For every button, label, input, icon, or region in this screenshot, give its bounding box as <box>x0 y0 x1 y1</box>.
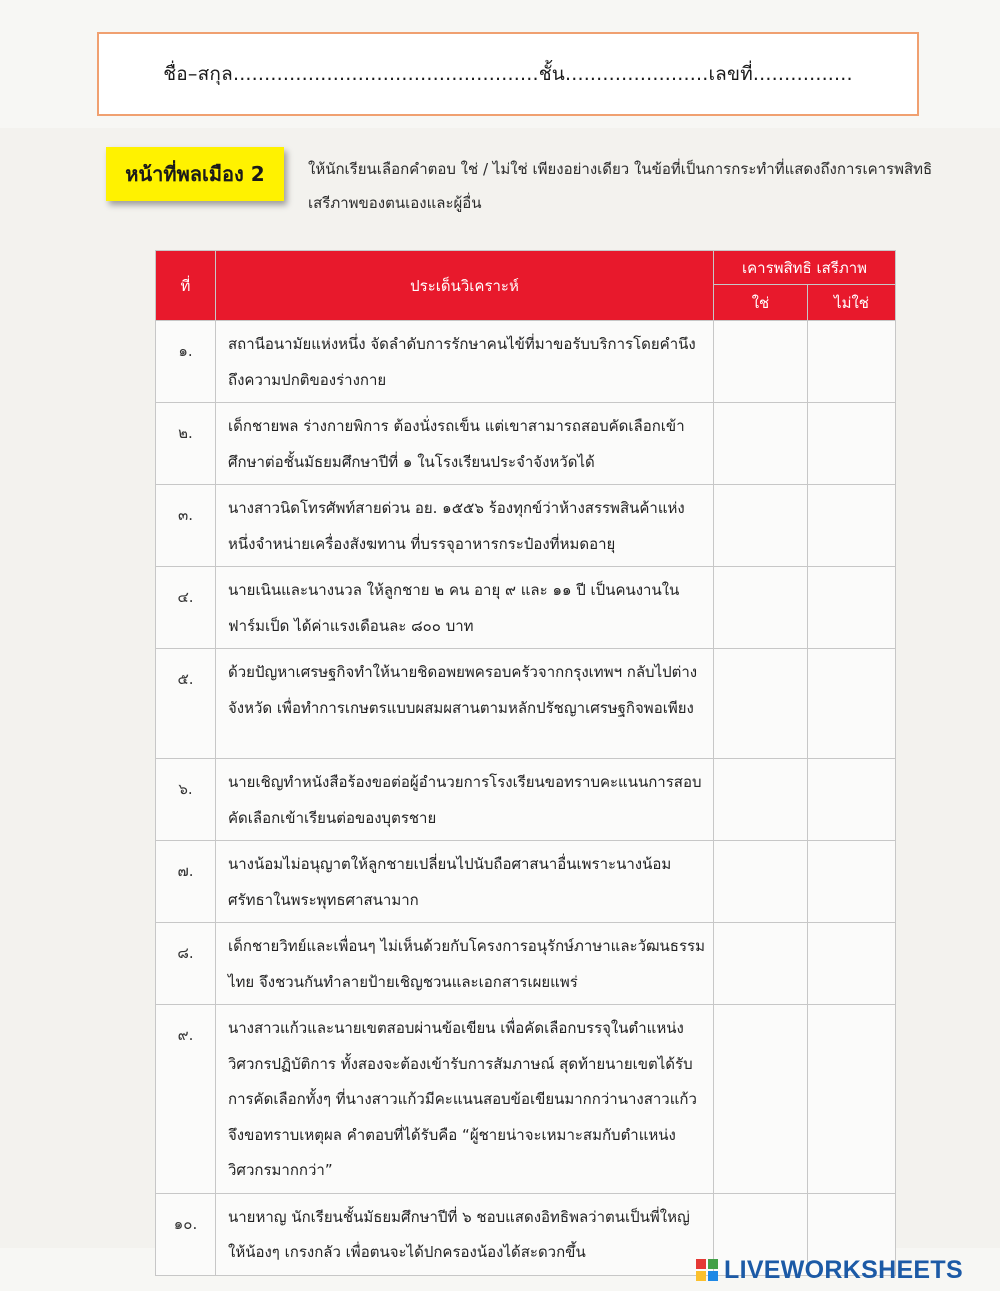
table-row <box>156 321 896 403</box>
worksheet-title: หน้าที่พลเมือง 2 <box>106 147 284 201</box>
answer-yes-cell[interactable] <box>714 403 808 485</box>
liveworksheets-logo-text: LIVEWORKSHEETS <box>724 1255 963 1284</box>
answer-no-cell[interactable] <box>808 567 896 649</box>
student-info-line: ชื่อ–สกุล.................................................ชั้น.......................เลขที่................ <box>163 63 853 85</box>
answer-no-cell[interactable] <box>808 403 896 485</box>
row-issue-text: นายเชิญทำหนังสือร้องขอต่อผู้อำนวยการโรงเรียนขอทราบคะแนนการสอบคัดเลือกเข้าเรียนต่อของบุตรชาย <box>216 759 714 841</box>
answer-yes-cell[interactable] <box>714 567 808 649</box>
answer-yes-cell[interactable] <box>714 485 808 567</box>
header-number: ที่ <box>156 251 216 321</box>
row-issue-text: ด้วยปัญหาเศรษฐกิจทำให้นายชิดอพยพครอบครัวจากกรุงเทพฯ กลับไปต่างจังหวัด เพื่อทำการเกษตรแบบผสมผสานตามหลักปรัชญาเศรษฐกิจพอเพียง <box>216 649 714 759</box>
table-body <box>156 321 896 1276</box>
table-row <box>156 923 896 1005</box>
row-number: ๑๐. <box>156 1193 216 1275</box>
student-info-box <box>97 32 919 116</box>
instructions-text: ให้นักเรียนเลือกคำตอบ ใช่ / ไม่ใช่ เพียงอย่างเดียว ในข้อที่เป็นการกระทำที่แสดงถึงการเคารพสิทธิเสรีภาพของตนเองและผู้อื่น <box>308 160 933 212</box>
answer-no-cell[interactable] <box>808 759 896 841</box>
answer-no-cell[interactable] <box>808 1005 896 1194</box>
table-row <box>156 841 896 923</box>
liveworksheets-logo-icon <box>696 1259 718 1281</box>
row-number: ๔. <box>156 567 216 649</box>
row-number: ๖. <box>156 759 216 841</box>
row-issue-text: เด็กชายวิทย์และเพื่อนๆ ไม่เห็นด้วยกับโครงการอนุรักษ์ภาษาและวัฒนธรรมไทย จึงชวนกันทำลายป้ายเชิญชวนและเอกสารเผยแพร่ <box>216 923 714 1005</box>
row-issue-text: นายเนินและนางนวล ให้ลูกชาย ๒ คน อายุ ๙ และ ๑๑ ปี เป็นคนงานในฟาร์มเป็ด ได้ค่าแรงเดือนละ ๘๐๐ บาท <box>216 567 714 649</box>
table-row <box>156 485 896 567</box>
answer-yes-cell[interactable] <box>714 841 808 923</box>
liveworksheets-logo <box>696 1256 963 1284</box>
header-respect-rights: เคารพสิทธิ เสรีภาพ <box>714 251 896 285</box>
answer-yes-cell[interactable] <box>714 759 808 841</box>
row-number: ๓. <box>156 485 216 567</box>
answer-no-cell[interactable] <box>808 321 896 403</box>
answer-no-cell[interactable] <box>808 649 896 759</box>
row-number: ๑. <box>156 321 216 403</box>
table-row <box>156 759 896 841</box>
answer-no-cell[interactable] <box>808 841 896 923</box>
row-number: ๙. <box>156 1005 216 1194</box>
row-issue-text: นางน้อมไม่อนุญาตให้ลูกชายเปลี่ยนไปนับถือศาสนาอื่นเพราะนางน้อมศรัทธาในพระพุทธศาสนามาก <box>216 841 714 923</box>
answer-yes-cell[interactable] <box>714 1005 808 1194</box>
row-issue-text: เด็กชายพล ร่างกายพิการ ต้องนั่งรถเข็น แต่เขาสามารถสอบคัดเลือกเข้าศึกษาต่อชั้นมัธยมศึกษาปีที่ ๑ ในโรงเรียนประจำจังหวัดได้ <box>216 403 714 485</box>
header-no: ไม่ใช่ <box>808 285 896 321</box>
table-row <box>156 403 896 485</box>
table-row <box>156 567 896 649</box>
row-number: ๕. <box>156 649 216 759</box>
analysis-table <box>155 250 896 1276</box>
answer-yes-cell[interactable] <box>714 923 808 1005</box>
table-row <box>156 1005 896 1194</box>
row-issue-text: นายหาญ นักเรียนชั้นมัธยมศึกษาปีที่ ๖ ชอบแสดงอิทธิพลว่าตนเป็นพี่ใหญ่ ให้น้องๆ เกรงกลัว เพื่อตนจะได้ปกครองน้องได้สะดวกขึ้น <box>216 1193 714 1275</box>
row-number: ๒. <box>156 403 216 485</box>
answer-yes-cell[interactable] <box>714 321 808 403</box>
answer-no-cell[interactable] <box>808 923 896 1005</box>
header-yes: ใช่ <box>714 285 808 321</box>
row-issue-text: นางสาวแก้วและนายเขตสอบผ่านข้อเขียน เพื่อคัดเลือกบรรจุในตำแหน่งวิศวกรปฏิบัติการ ทั้งสองจะต้องเข้ารับการสัมภาษณ์ สุดท้ายนายเขตได้รับการคัดเลือกทั้งๆ ที่นางสาวแก้วมีคะแนนสอบข้อเขียนมากกว่านางสาวแก้วจึงขอทราบเหตุผล คำตอบที่ได้รับคือ “ผู้ชายน่าจะเหมาะสมกับตำแหน่งวิศวกรมากกว่า” <box>216 1005 714 1194</box>
header-issue: ประเด็นวิเคราะห์ <box>216 251 714 321</box>
table-row <box>156 649 896 759</box>
row-number: ๘. <box>156 923 216 1005</box>
row-number: ๗. <box>156 841 216 923</box>
answer-yes-cell[interactable] <box>714 649 808 759</box>
answer-no-cell[interactable] <box>808 485 896 567</box>
row-issue-text: สถานีอนามัยแห่งหนึ่ง จัดลำดับการรักษาคนไข้ที่มาขอรับบริการโดยคำนึงถึงความปกติของร่างกาย <box>216 321 714 403</box>
row-issue-text: นางสาวนิดโทรศัพท์สายด่วน อย. ๑๕๕๖ ร้องทุกข์ว่าห้างสรรพสินค้าแห่งหนึ่งจำหน่ายเครื่องสังฆทาน ที่บรรจุอาหารกระป๋องที่หมดอายุ <box>216 485 714 567</box>
